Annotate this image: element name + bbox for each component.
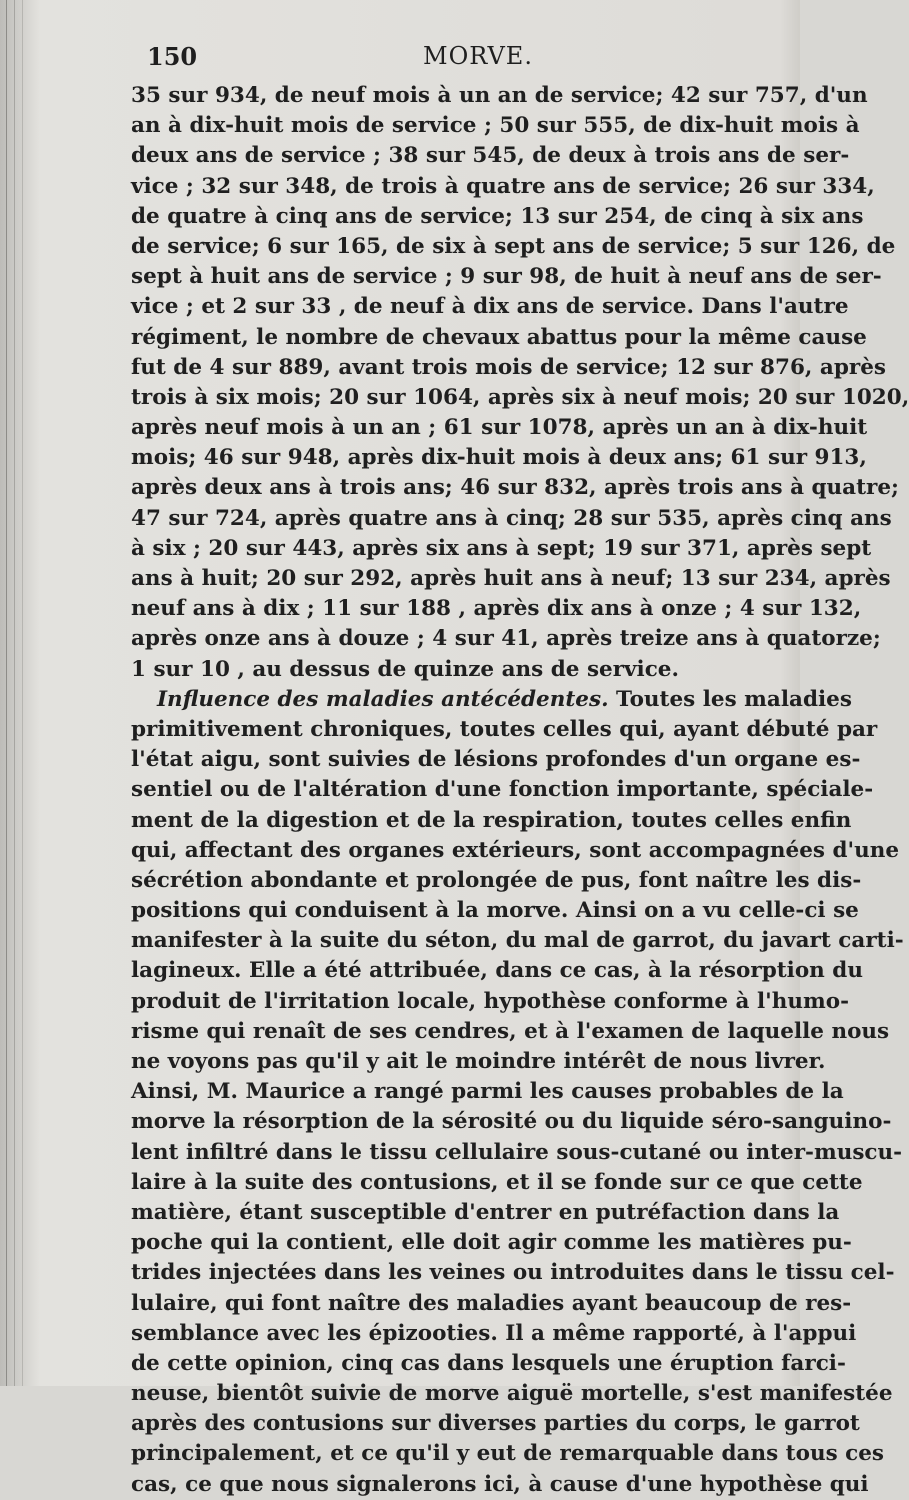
text-line: régiment, le nombre de chevaux abattus pour la même cause (131, 324, 867, 350)
text-line: 47 sur 724, après quatre ans à cinq; 28 sur 535, après cinq ans (131, 505, 892, 531)
text-line: de quatre à cinq ans de service; 13 sur 254, de cinq à six ans (131, 203, 864, 229)
text-line: trides injectées dans les veines ou introduites dans le tissu cel- (131, 1260, 895, 1286)
text-line (131, 685, 852, 715)
text-line: après deux ans à trois ans; 46 sur 832, après trois ans à quatre; (131, 475, 899, 501)
text-line: sentiel ou de l'altération d'une fonction importante, spéciale- (131, 777, 874, 803)
text-line: 1 sur 10 , au dessus de quinze ans de service. (131, 656, 679, 682)
text-line: laire à la suite des contusions, et il se fonde sur ce que cette (131, 1169, 863, 1195)
text-line: après des contusions sur diverses parties du corps, le garrot (131, 1411, 860, 1437)
text-line: neuf ans à dix ; 11 sur 188 , après dix ans à onze ; 4 sur 132, (131, 596, 862, 622)
text-line: manifester à la suite du séton, du mal de garrot, du javart carti- (131, 928, 904, 954)
text-line: 35 sur 934, de neuf mois à un an de service; 42 sur 757, d'un (131, 83, 868, 108)
text-line: ans à huit; 20 sur 292, après huit ans à neuf; 13 sur 234, après (131, 566, 891, 591)
binding-edge (14, 0, 15, 1386)
text-line: de cette opinion, cinq cas dans lesquels une éruption farci- (131, 1350, 846, 1376)
text-line: an à dix-huit mois de service ; 50 sur 555, de dix-huit mois à (131, 113, 860, 139)
text-line: ne voyons pas qu'il y ait le moindre intérêt de nous livrer. (131, 1049, 826, 1074)
running-title: MORVE. (423, 42, 533, 70)
paragraph-statistics (131, 81, 909, 685)
text-line: lulaire, qui font naître des maladies ayant beaucoup de res- (131, 1290, 852, 1316)
text-line: vice ; et 2 sur 33 , de neuf à dix ans de service. Dans l'autre (131, 294, 849, 320)
text-line: qui, affectant des organes extérieurs, sont accompagnées d'une (131, 837, 900, 863)
text-line: poche qui la contient, elle doit agir comme les matières pu- (131, 1230, 852, 1256)
text-line: lagineux. Elle a été attribuée, dans ce cas, à la résorption du (131, 958, 863, 984)
page-number: 150 (147, 42, 198, 71)
text-line: trois à six mois; 20 sur 1064, après six à neuf mois; 20 sur 1020, (131, 384, 909, 410)
text-line: Ainsi, M. Maurice a rangé parmi les causes probables de la (131, 1079, 844, 1105)
binding-edge (6, 0, 7, 1386)
text-line: positions qui conduisent à la morve. Ainsi on a vu celle-ci se (131, 898, 859, 924)
body-text (131, 81, 909, 1500)
page-header (143, 42, 783, 78)
text-line: l'état aigu, sont suivies de lésions profondes d'un organe es- (131, 747, 861, 773)
text-line: après onze ans à douze ; 4 sur 41, après treize ans à quatorze; (131, 626, 881, 652)
text-line: lent infiltré dans le tissu cellulaire sous-cutané ou inter-muscu- (131, 1139, 903, 1165)
section-heading: Influence des maladies antécédentes. (157, 686, 609, 712)
text-line: risme qui renaît de ses cendres, et à l'examen de laquelle nous (131, 1018, 890, 1044)
text-span: Toutes les maladies (608, 686, 852, 712)
binding-edge (22, 0, 23, 1386)
text-line: sept à huit ans de service ; 9 sur 98, de huit à neuf ans de ser- (131, 264, 882, 290)
text-line: vice ; 32 sur 348, de trois à quatre ans de service; 26 sur 334, (131, 173, 875, 199)
text-line: mois; 46 sur 948, après dix-huit mois à deux ans; 61 sur 913, (131, 445, 867, 471)
text-line: deux ans de service ; 38 sur 545, de deux à trois ans de ser- (131, 143, 850, 169)
text-line: sécrétion abondante et prolongée de pus, font naître les dis- (131, 867, 862, 893)
text-line: ment de la digestion et de la respiration, toutes celles enfin (131, 807, 852, 833)
text-line: morve la résorption de la sérosité ou du liquide séro-sanguino- (131, 1109, 892, 1135)
text-line: semblance avec les épizooties. Il a même rapporté, à l'appui (131, 1320, 857, 1346)
text-line: de service; 6 sur 165, de six à sept ans de service; 5 sur 126, de (131, 233, 896, 259)
text-line: produit de l'irritation locale, hypothèse conforme à l'humo- (131, 988, 849, 1014)
text-line: à six ; 20 sur 443, après six ans à sept; 19 sur 371, après sept (131, 535, 872, 561)
paragraph-antecedent-diseases (131, 685, 904, 1500)
text-line: fut de 4 sur 889, avant trois mois de service; 12 sur 876, après (131, 354, 886, 380)
text-line: cas, ce que nous signalerons ici, à cause d'une hypothèse qui (131, 1471, 869, 1497)
text-line: matière, étant susceptible d'entrer en putréfaction dans la (131, 1199, 840, 1225)
text-line: après neuf mois à un an ; 61 sur 1078, après un an à dix-huit (131, 415, 868, 441)
text-line: principalement, et ce qu'il y eut de remarquable dans tous ces (131, 1441, 885, 1467)
text-line: neuse, bientôt suivie de morve aiguë mortelle, s'est manifestée (131, 1381, 893, 1407)
text-line: primitivement chroniques, toutes celles qui, ayant débuté par (131, 716, 878, 742)
